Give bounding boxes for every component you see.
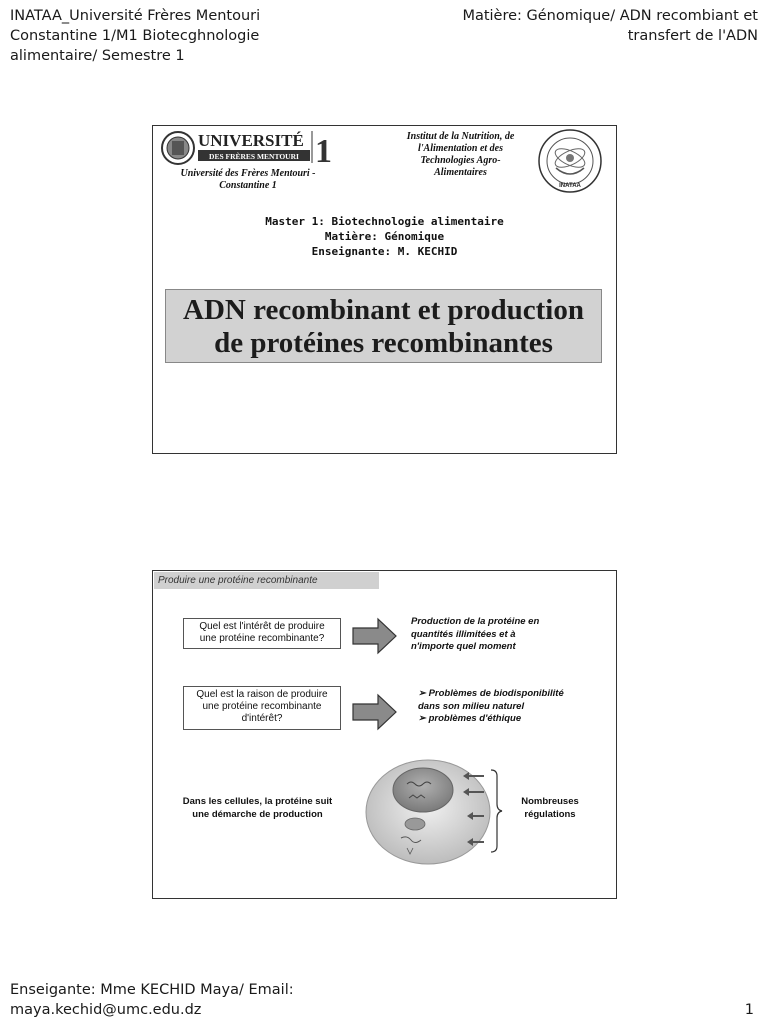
institute-caption-line: Alimentaires	[434, 167, 487, 178]
footer-email: maya.kechid@umc.edu.dz	[10, 1002, 202, 1018]
answer-line: dans son milieu naturel	[418, 700, 525, 712]
course-info-line: Enseignante: M. KECHID	[311, 245, 458, 258]
question-line: une protéine recombinante?	[199, 633, 325, 644]
institute-caption-line: Technologies Agro-	[420, 155, 501, 166]
slide-recombinant-protein	[152, 570, 617, 899]
question-line: une protéine recombinante	[202, 701, 322, 712]
logo-subtitle-text: DES FRÈRES MENTOURI	[209, 152, 299, 161]
regulations-line: régulations	[524, 808, 576, 820]
page-header-left	[10, 6, 310, 66]
institute-caption	[393, 131, 528, 179]
institute-caption-line: l'Alimentation et des	[417, 143, 503, 154]
course-info-line: Master 1: Biotechnologie alimentaire	[265, 215, 504, 228]
regulations-line: Nombreuses	[521, 796, 579, 807]
slide-header: Produire une protéine recombinante	[154, 572, 379, 589]
question-box-reason	[183, 686, 341, 730]
answer-reason	[418, 688, 608, 726]
caption-line: Dans les cellules, la protéine suit	[182, 796, 333, 807]
right-arrow-icon	[352, 694, 397, 730]
logo-number-text: 1	[315, 133, 332, 170]
answer-line: ➢ Problèmes de biodisponibilité	[418, 688, 564, 699]
cell-diagram	[363, 756, 513, 866]
institute-caption-line: Institut de la Nutrition, de	[406, 131, 515, 142]
header-left-line: INATAA_Université Frères Mentouri	[10, 8, 261, 24]
footer-line: Enseigante: Mme KECHID Maya/ Email:	[10, 982, 294, 998]
production-caption	[175, 796, 340, 821]
caption-line: une démarche de production	[192, 808, 323, 820]
inataa-logo	[528, 128, 613, 196]
answer-line: quantités illimitées et à	[411, 628, 516, 640]
header-right-line: transfert de l'ADN	[627, 28, 758, 44]
question-line: d'intérêt?	[241, 713, 283, 724]
course-info-line: Matière: Génomique	[324, 230, 445, 243]
page-footer-left	[10, 980, 350, 1020]
university-caption	[158, 168, 338, 192]
header-left-line: alimentaire/ Semestre 1	[10, 48, 185, 64]
university-caption-line: Université des Frères Mentouri -	[180, 168, 316, 179]
title-line: ADN recombinant et production	[183, 294, 584, 326]
logo-university-text: UNIVERSITÉ	[198, 131, 304, 150]
header-right-line: Matière: Génomique/ ADN recombiant et	[462, 8, 758, 24]
regulations-label	[515, 796, 585, 821]
question-line: Quel est l'intérêt de produire	[199, 621, 325, 632]
answer-line: ➢ problèmes d'éthique	[418, 713, 522, 724]
answer-interest	[411, 616, 581, 654]
right-arrow-icon	[352, 618, 397, 654]
question-box-interest	[183, 618, 341, 649]
answer-line: n'importe quel moment	[411, 641, 516, 652]
question-line: Quel est la raison de produire	[196, 689, 328, 700]
page-number: 1	[744, 1002, 754, 1018]
university-logo	[160, 129, 330, 169]
slide-title	[152, 125, 617, 454]
answer-line: Production de la protéine en	[411, 616, 540, 627]
header-left-line: Constantine 1/M1 Biotecghnologie	[10, 28, 260, 44]
inataa-logo-text: INATAA	[559, 183, 581, 189]
page-header-right	[438, 6, 758, 46]
slide-title-box	[165, 289, 602, 363]
course-info	[153, 214, 616, 259]
title-line: de protéines recombinantes	[214, 327, 553, 359]
university-caption-line: Constantine 1	[219, 180, 277, 191]
